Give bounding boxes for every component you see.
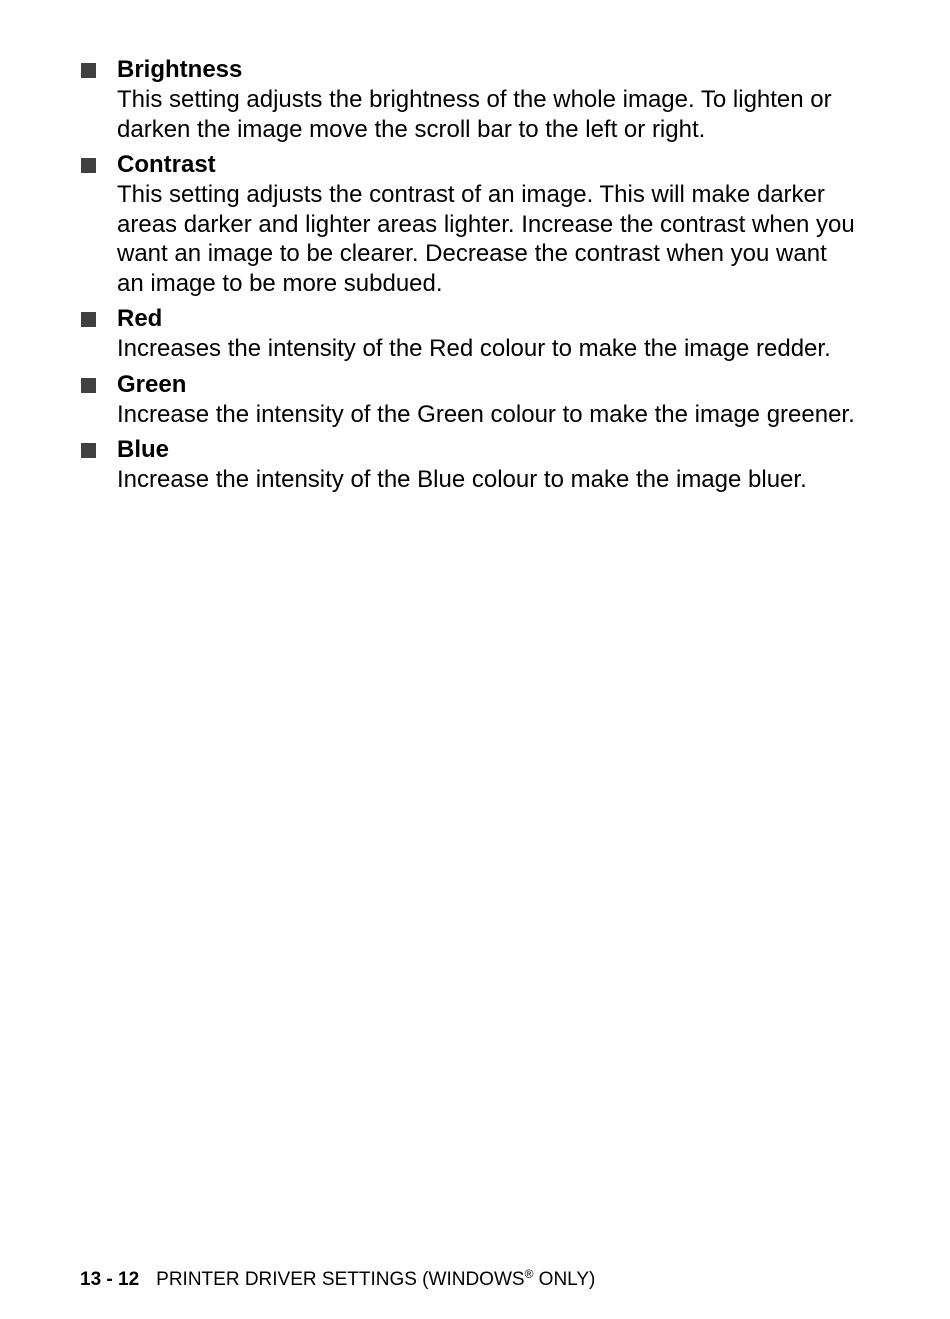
setting-title: Green bbox=[117, 370, 187, 398]
section-title-text: PRINTER DRIVER SETTINGS (WINDOWS bbox=[156, 1269, 525, 1290]
setting-description: Increase the intensity of the Blue colour to make the image bluer. bbox=[117, 466, 807, 493]
setting-description: This setting adjusts the brightness of the whole image. To lighten or darken the image move the scroll bar to the left or right. bbox=[117, 86, 832, 143]
setting-green bbox=[80, 370, 860, 430]
setting-title: Brightness bbox=[117, 56, 243, 83]
square-bullet-icon bbox=[81, 312, 96, 327]
setting-contrast bbox=[80, 150, 860, 298]
setting-description: Increase the intensity of the Green colour to make the image greener. bbox=[117, 400, 855, 428]
section-title-suffix: ONLY) bbox=[533, 1269, 596, 1290]
setting-blue bbox=[80, 435, 860, 495]
setting-brightness bbox=[80, 55, 860, 144]
setting-red bbox=[80, 304, 860, 364]
square-bullet-icon bbox=[81, 443, 96, 458]
setting-description: Increases the intensity of the Red colour to make the image redder. bbox=[117, 335, 831, 362]
setting-title: Red bbox=[117, 305, 163, 332]
square-bullet-icon bbox=[81, 63, 96, 78]
registered-mark: ® bbox=[524, 1267, 534, 1281]
setting-title: Blue bbox=[117, 436, 170, 463]
section-title bbox=[156, 1269, 595, 1290]
square-bullet-icon bbox=[81, 378, 96, 393]
settings-list bbox=[80, 55, 860, 501]
square-bullet-icon bbox=[81, 158, 96, 173]
setting-title: Contrast bbox=[117, 151, 216, 178]
page-footer bbox=[80, 1268, 595, 1292]
page-number: 13 - 12 bbox=[80, 1269, 140, 1290]
setting-description: This setting adjusts the contrast of an image. This will make darker areas darker and lighter areas lighter. Increase the contrast when you want an image to be clearer. Decrease the contrast when you want an image to be more subdued. bbox=[117, 181, 855, 297]
